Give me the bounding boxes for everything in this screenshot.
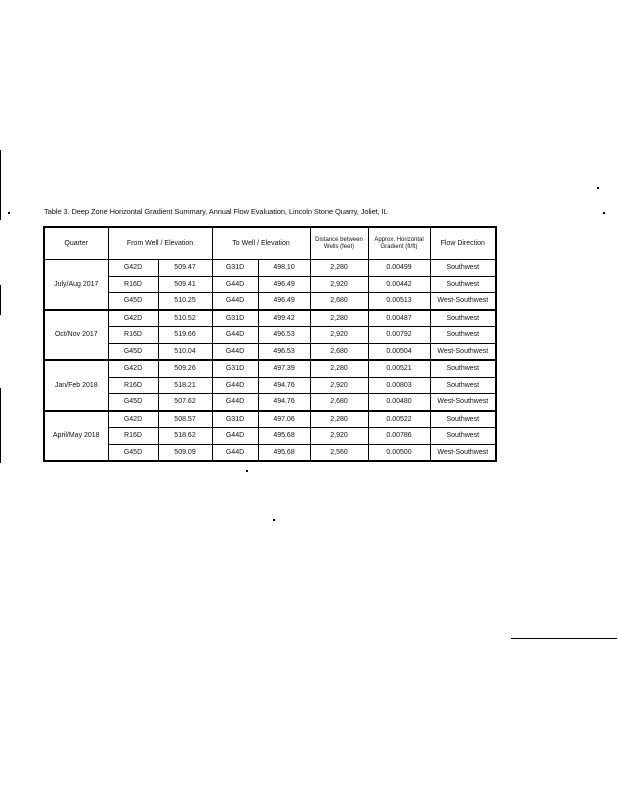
- distance-cell: 2,280: [310, 411, 368, 428]
- from-well-cell: G45D: [108, 394, 158, 411]
- from-elev-cell: 518.21: [158, 377, 212, 394]
- from-well-cell: G42D: [108, 260, 158, 277]
- to-elev-cell: 498.10: [258, 260, 310, 277]
- gradient-cell: 0.00786: [368, 428, 430, 445]
- direction-cell: Southwest: [430, 276, 496, 293]
- gradient-cell: 0.00499: [368, 260, 430, 277]
- to-elev-cell: 495.68: [258, 444, 310, 461]
- from-well-cell: G42D: [108, 360, 158, 377]
- table-row: [44, 293, 496, 310]
- distance-cell: 2,680: [310, 293, 368, 310]
- table-row: [44, 428, 496, 445]
- scan-mark: [511, 638, 617, 639]
- to-elev-cell: 499.42: [258, 310, 310, 327]
- distance-cell: 2,280: [310, 360, 368, 377]
- table-row: [44, 310, 496, 327]
- gradient-cell: 0.00513: [368, 293, 430, 310]
- to-elev-cell: 496.49: [258, 293, 310, 310]
- from-elev-cell: 509.26: [158, 360, 212, 377]
- header-to-well: To Well / Elevation: [212, 227, 310, 260]
- scan-mark: [8, 212, 10, 214]
- table-row: [44, 394, 496, 411]
- table-row: [44, 260, 496, 277]
- to-well-cell: G44D: [212, 276, 258, 293]
- from-elev-cell: 507.62: [158, 394, 212, 411]
- distance-cell: 2,280: [310, 310, 368, 327]
- to-elev-cell: 496.49: [258, 276, 310, 293]
- from-well-cell: G42D: [108, 411, 158, 428]
- from-well-cell: G45D: [108, 293, 158, 310]
- direction-cell: Southwest: [430, 260, 496, 277]
- table-row: [44, 377, 496, 394]
- header-flow-direction: Flow Direction: [430, 227, 496, 260]
- to-well-cell: G31D: [212, 310, 258, 327]
- from-well-cell: R16D: [108, 276, 158, 293]
- from-elev-cell: 509.09: [158, 444, 212, 461]
- direction-cell: Southwest: [430, 428, 496, 445]
- direction-cell: Southwest: [430, 360, 496, 377]
- gradient-cell: 0.00521: [368, 360, 430, 377]
- header-row: [44, 227, 496, 260]
- to-well-cell: G44D: [212, 327, 258, 344]
- direction-cell: Southwest: [430, 377, 496, 394]
- header-quarter: Quarter: [44, 227, 108, 260]
- scan-mark: [603, 212, 605, 214]
- scan-mark: [0, 285, 1, 315]
- direction-cell: Southwest: [430, 327, 496, 344]
- from-well-cell: G42D: [108, 310, 158, 327]
- scan-mark: [0, 388, 1, 463]
- direction-cell: West-Southwest: [430, 343, 496, 360]
- direction-cell: Southwest: [430, 310, 496, 327]
- gradient-cell: 0.00803: [368, 377, 430, 394]
- to-well-cell: G44D: [212, 394, 258, 411]
- to-elev-cell: 496.53: [258, 327, 310, 344]
- scan-mark: [597, 187, 599, 189]
- to-well-cell: G31D: [212, 260, 258, 277]
- from-elev-cell: 509.47: [158, 260, 212, 277]
- from-elev-cell: 519.66: [158, 327, 212, 344]
- from-elev-cell: 510.04: [158, 343, 212, 360]
- to-well-cell: G44D: [212, 428, 258, 445]
- from-elev-cell: 510.25: [158, 293, 212, 310]
- to-elev-cell: 497.39: [258, 360, 310, 377]
- direction-cell: West-Southwest: [430, 444, 496, 461]
- to-elev-cell: 494.76: [258, 394, 310, 411]
- direction-cell: Southwest: [430, 411, 496, 428]
- gradient-cell: 0.00487: [368, 310, 430, 327]
- from-well-cell: R16D: [108, 377, 158, 394]
- distance-cell: 2,680: [310, 394, 368, 411]
- header-from-well: From Well / Elevation: [108, 227, 212, 260]
- distance-cell: 2,920: [310, 327, 368, 344]
- scan-mark: [273, 519, 275, 521]
- to-well-cell: G44D: [212, 343, 258, 360]
- distance-cell: 2,920: [310, 377, 368, 394]
- table-row: [44, 444, 496, 461]
- header-distance: Distance between Wells (feet): [310, 227, 368, 260]
- to-well-cell: G44D: [212, 293, 258, 310]
- from-well-cell: G45D: [108, 343, 158, 360]
- table-row: [44, 411, 496, 428]
- quarter-cell: Oct/Nov 2017: [44, 310, 108, 361]
- table-caption: Table 3. Deep Zone Horizontal Gradient Summary, Annual Flow Evaluation, Lincoln Stone Quarry, Joliet, IL: [44, 207, 388, 216]
- from-elev-cell: 510.52: [158, 310, 212, 327]
- scan-mark: [0, 150, 1, 220]
- from-well-cell: R16D: [108, 428, 158, 445]
- distance-cell: 2,680: [310, 343, 368, 360]
- to-elev-cell: 496.53: [258, 343, 310, 360]
- to-well-cell: G31D: [212, 360, 258, 377]
- gradient-cell: 0.00504: [368, 343, 430, 360]
- from-elev-cell: 518.62: [158, 428, 212, 445]
- gradient-cell: 0.00500: [368, 444, 430, 461]
- table-row: [44, 343, 496, 360]
- from-elev-cell: 509.41: [158, 276, 212, 293]
- direction-cell: West-Southwest: [430, 293, 496, 310]
- to-elev-cell: 497.06: [258, 411, 310, 428]
- from-well-cell: R16D: [108, 327, 158, 344]
- gradient-summary-table: [43, 226, 497, 462]
- header-gradient: Approx. Horizontal Gradient (ft/ft): [368, 227, 430, 260]
- to-well-cell: G44D: [212, 444, 258, 461]
- to-elev-cell: 495.68: [258, 428, 310, 445]
- from-well-cell: G45D: [108, 444, 158, 461]
- gradient-cell: 0.00442: [368, 276, 430, 293]
- to-elev-cell: 494.76: [258, 377, 310, 394]
- distance-cell: 2,280: [310, 260, 368, 277]
- quarter-cell: July/Aug 2017: [44, 260, 108, 310]
- scan-mark: [246, 470, 248, 472]
- quarter-cell: Jan/Feb 2018: [44, 360, 108, 411]
- gradient-cell: 0.00792: [368, 327, 430, 344]
- to-well-cell: G31D: [212, 411, 258, 428]
- to-well-cell: G44D: [212, 377, 258, 394]
- distance-cell: 2,920: [310, 276, 368, 293]
- gradient-cell: 0.00522: [368, 411, 430, 428]
- gradient-cell: 0.00480: [368, 394, 430, 411]
- table-body: [44, 260, 496, 462]
- distance-cell: 2,920: [310, 428, 368, 445]
- quarter-cell: April/May 2018: [44, 411, 108, 462]
- table-row: [44, 360, 496, 377]
- direction-cell: West-Southwest: [430, 394, 496, 411]
- distance-cell: 2,560: [310, 444, 368, 461]
- from-elev-cell: 508.57: [158, 411, 212, 428]
- table-row: [44, 327, 496, 344]
- table-row: [44, 276, 496, 293]
